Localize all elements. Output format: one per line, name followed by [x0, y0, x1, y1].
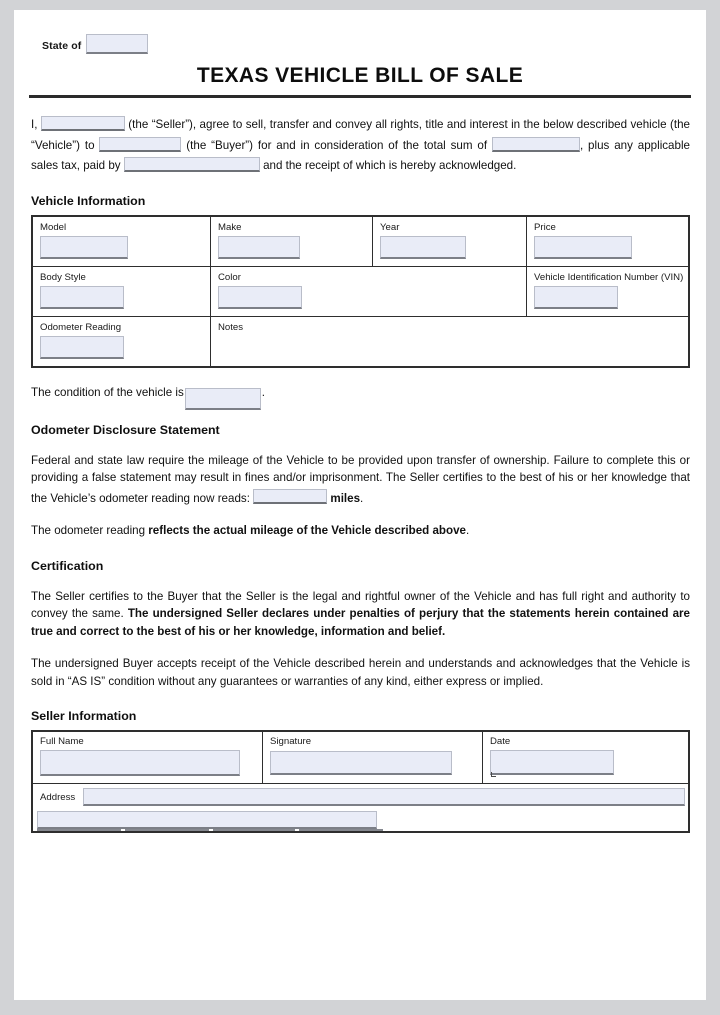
- seller-signature-input[interactable]: [270, 751, 452, 775]
- odometer-paragraph-2: [31, 522, 690, 540]
- make-input[interactable]: [218, 236, 300, 259]
- certification-paragraph-2: The undersigned Buyer accepts receipt of the Vehicle described herein and understands and acknowledges that the Vehicle is sold in “AS IS” condition without any guarantees or warranties of any kind, either express or implied.: [31, 657, 690, 688]
- intro-text-c: (the “Buyer”) for and in consideration of the total sum of: [186, 138, 488, 152]
- seller-signature-label: Signature: [270, 736, 312, 747]
- year-label: Year: [380, 221, 400, 233]
- intro-text-b: (the “Seller”), agree to sell, transfer and convey all rights, title and interest in the below described vehicle (the “Vehicle”) to: [31, 118, 690, 152]
- odometer-paragraph-1: [31, 452, 690, 508]
- cell-model: [32, 216, 211, 267]
- odometer-text-a: Federal and state law require the mileage of the Vehicle to be provided upon transfer of ownership. Failure to complete this or providing a false statement may result in fines and/or imprisonment. The Seller certifies to the best of his or her knowledge that the Vehicle’s odometer reading now reads:: [31, 453, 690, 505]
- cell-vin: [527, 266, 690, 316]
- intro-text-e: and the receipt of which is hereby acknowledged.: [263, 159, 517, 172]
- odometer-text-c: .: [360, 491, 364, 505]
- cell-seller-address: [32, 784, 689, 833]
- state-of-row: [42, 28, 694, 54]
- buyer-name-input[interactable]: [99, 137, 181, 152]
- table-row: [32, 216, 689, 267]
- odometer-miles-input[interactable]: [253, 489, 327, 504]
- cell-color: [211, 266, 527, 316]
- cell-seller-date: [483, 731, 690, 784]
- table-row: [32, 784, 689, 833]
- condition-text-before: The condition of the vehicle is: [31, 385, 184, 399]
- intro-paragraph: [31, 113, 690, 175]
- cell-odometer-reading: [32, 316, 211, 367]
- table-row: [32, 316, 689, 367]
- seller-address-line2-input[interactable]: [37, 811, 377, 829]
- vehicle-condition-line: [31, 382, 694, 404]
- condition-text-after: .: [261, 385, 265, 399]
- cell-notes[interactable]: [211, 316, 690, 367]
- intro-text-a: I,: [31, 118, 38, 131]
- document-page: [14, 10, 706, 1000]
- address-underline-4: [299, 829, 383, 831]
- date-corner-mark-icon: [491, 772, 496, 777]
- odometer-p2-a: The odometer reading: [31, 524, 149, 537]
- certification-p1-b: The undersigned Seller declares under penalties of perjury that the statements herein contained are true and correct to the best of his or her knowledge, information and belief.: [31, 607, 690, 638]
- state-of-label: State of: [42, 40, 82, 52]
- address-underline-1: [37, 829, 121, 831]
- color-label: Color: [218, 271, 241, 283]
- price-input[interactable]: [534, 236, 632, 259]
- seller-address-input[interactable]: [83, 788, 685, 806]
- seller-information-heading: Seller Information: [31, 709, 137, 723]
- odometer-reading-input[interactable]: [40, 336, 124, 359]
- model-label: Model: [40, 221, 67, 233]
- state-input[interactable]: [86, 34, 148, 54]
- odometer-p2-b: reflects the actual mileage of the Vehicle described above: [148, 524, 466, 537]
- seller-full-name-label: Full Name: [40, 736, 84, 747]
- seller-full-name-input[interactable]: [40, 750, 240, 776]
- seller-name-input[interactable]: [41, 116, 125, 131]
- vehicle-information-heading: Vehicle Information: [31, 193, 146, 208]
- table-row: [32, 731, 689, 784]
- seller-address-row: [33, 784, 688, 806]
- paid-by-input[interactable]: [124, 157, 260, 172]
- year-input[interactable]: [380, 236, 466, 259]
- certification-paragraph-1: [31, 588, 690, 641]
- vin-input[interactable]: [534, 286, 618, 309]
- cell-seller-signature: [263, 731, 483, 784]
- seller-information-table: [31, 730, 690, 833]
- intro-text-d: , plus any applicable sales tax, paid by: [31, 138, 690, 172]
- page-title: TEXAS VEHICLE BILL OF SALE: [196, 64, 524, 87]
- seller-date-label: Date: [490, 736, 511, 747]
- certification-p1-a: The Seller certifies to the Buyer that the Seller is the legal and rightful owner of the Vehicle and has full right and authority to convey the same.: [31, 589, 690, 620]
- cell-make: [211, 216, 373, 267]
- make-label: Make: [218, 221, 242, 233]
- body-style-input[interactable]: [40, 286, 124, 309]
- color-input[interactable]: [218, 286, 302, 309]
- vehicle-information-table: [31, 215, 690, 368]
- cell-body-style: [32, 266, 211, 316]
- odometer-miles-label: miles: [330, 491, 361, 505]
- odometer-p2-c: .: [465, 524, 470, 537]
- cell-year: [373, 216, 527, 267]
- certification-heading: Certification: [31, 558, 104, 573]
- seller-address-underline-group: [37, 829, 688, 831]
- title-divider: [29, 95, 691, 98]
- cell-seller-full-name: [32, 731, 263, 784]
- odometer-reading-label: Odometer Reading: [40, 321, 122, 333]
- cell-price: [527, 216, 690, 267]
- body-style-label: Body Style: [40, 271, 86, 283]
- table-row: [32, 266, 689, 316]
- seller-address-label: Address: [40, 791, 76, 803]
- document-body: [26, 28, 694, 833]
- vehicle-condition-input[interactable]: [185, 388, 261, 410]
- address-underline-2: [125, 829, 209, 831]
- vin-label: Vehicle Identification Number (VIN): [534, 271, 684, 283]
- address-underline-3: [213, 829, 295, 831]
- seller-date-input[interactable]: [490, 750, 614, 775]
- notes-label: Notes: [218, 321, 244, 333]
- odometer-disclosure-heading: Odometer Disclosure Statement: [31, 422, 220, 437]
- price-label: Price: [534, 221, 556, 233]
- model-input[interactable]: [40, 236, 128, 259]
- total-sum-input[interactable]: [492, 137, 580, 152]
